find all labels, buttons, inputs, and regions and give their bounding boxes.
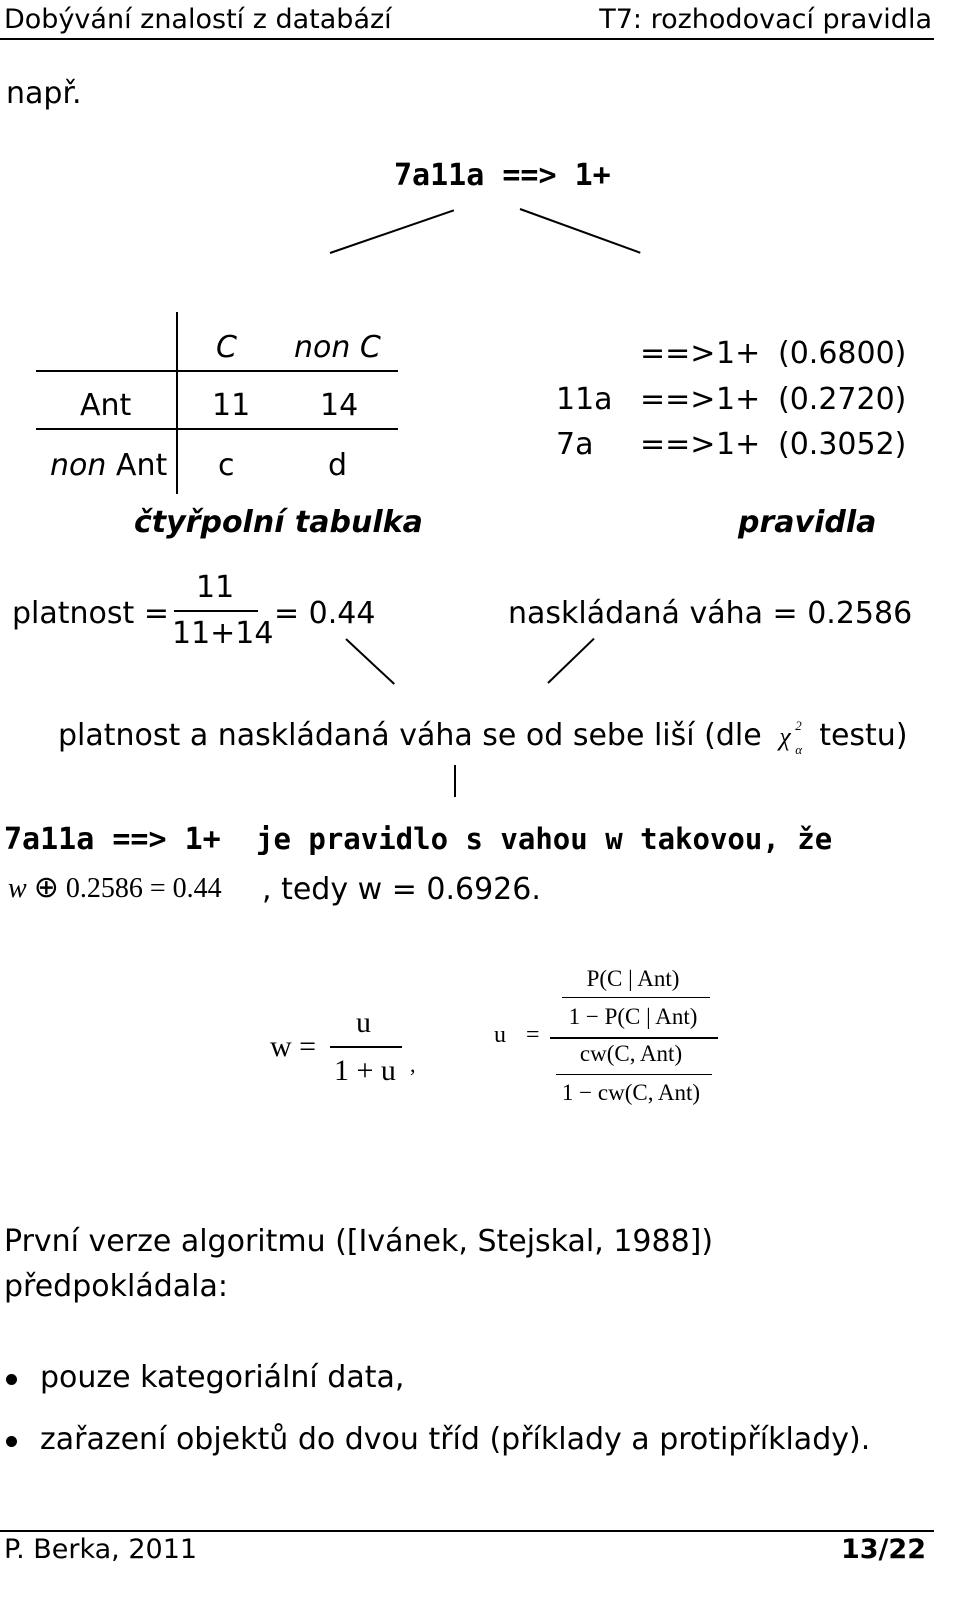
cell-a: 11 [212, 388, 251, 423]
formula-w-lhs: w = [270, 1030, 317, 1063]
difference-after: testu) [819, 718, 908, 753]
rule-3-succ: 1+ [716, 427, 761, 462]
tree-line-right [520, 208, 641, 254]
rule-title: 7a11a ==> 1+ [394, 158, 611, 193]
rule-2-arrow: ==> [640, 382, 716, 417]
footer-page-number: 13/22 [840, 1534, 926, 1565]
eq-w: w [8, 873, 27, 904]
validity-numerator: 11 [196, 570, 235, 605]
bullet-dot-2 [6, 1436, 17, 1447]
conclusion-rule: 7a11a ==> 1+ [4, 822, 221, 857]
bullet-dot-1 [6, 1374, 17, 1385]
diff-connector [454, 765, 456, 797]
formula-w-comma: , [410, 1052, 416, 1077]
chi-sup: 2 [795, 718, 802, 733]
eq-oplus: ⊕ [33, 871, 59, 904]
rule-1-arrow: ==> [640, 336, 716, 371]
col-header-non-c: non C [294, 330, 381, 365]
intro-text: např. [6, 76, 82, 111]
rule-2-weight: (0.2720) [778, 382, 907, 417]
conclusion-equation [8, 870, 222, 905]
formula-u-bot-bar [556, 1074, 712, 1075]
formula-u-eq: = [526, 1022, 540, 1048]
cell-d: d [328, 448, 348, 483]
formula-w-bar [330, 1046, 402, 1048]
header-rule [0, 38, 934, 40]
rule-2-ant: 11a [556, 382, 613, 417]
formula-u-bot-num: cw(C, Ant) [579, 1041, 683, 1066]
rule-2-succ: 1+ [716, 382, 761, 417]
table-caption: čtyřpolní tabulka [134, 505, 423, 540]
bullet-item-2: zařazení objektů do dvou tříd (příklady a protipříklady). [40, 1422, 871, 1457]
rule-1-succ: 1+ [716, 336, 761, 371]
rule-3-weight: (0.3052) [778, 427, 907, 462]
table-divider-vertical [176, 312, 178, 494]
diff-line-right [547, 638, 594, 684]
tree-line-left [330, 209, 455, 254]
difference-text [58, 718, 908, 757]
footer-author: P. Berka, 2011 [4, 1534, 198, 1565]
formula-u-lhs: u [494, 1022, 506, 1048]
cell-b: 14 [320, 388, 359, 423]
formula-u-top-den: 1 − P(C | Ant) [568, 1004, 698, 1029]
validity-denominator: 11+14 [172, 616, 274, 651]
algorithm-line-1: První verze algoritmu ([Ivánek, Stejskal, 1988]) [4, 1224, 714, 1259]
algorithm-line-2: předpokládala: [4, 1269, 228, 1304]
rule-3-ant: 7a [556, 427, 594, 462]
bullet-item-1: pouze kategoriální data, [40, 1360, 405, 1395]
header-topic: T7: rozhodovací pravidla [599, 4, 932, 35]
validity-fraction-bar [174, 610, 258, 612]
difference-before: platnost a naskládaná váha se od sebe liší (dle [58, 718, 762, 753]
footer-rule [0, 1530, 934, 1532]
rule-1-weight: (0.6800) [778, 336, 907, 371]
rules-caption: pravidla [738, 505, 877, 540]
validity-result: = 0.44 [274, 596, 376, 631]
formula-w-den: 1 + u [334, 1054, 396, 1087]
header-course: Dobývání znalostí z databází [4, 4, 392, 35]
col-header-c: C [216, 330, 237, 365]
cell-c: c [218, 448, 235, 483]
eq-rest: 0.2586 = 0.44 [65, 873, 222, 904]
row-label-ant: Ant [80, 388, 132, 423]
table-divider-h2 [36, 428, 398, 430]
conclusion-tail: , tedy w = 0.6926. [262, 872, 541, 907]
formula-u-main-bar [550, 1037, 718, 1039]
formula-u-top-bar [562, 997, 710, 998]
formula-u-top-num: P(C | Ant) [586, 966, 680, 991]
composed-weight: naskládaná váha = 0.2586 [508, 596, 913, 631]
formula-w-num: u [356, 1006, 371, 1039]
formula-u-bot-den: 1 − cw(C, Ant) [561, 1080, 701, 1105]
chi-symbol: χ 2 α [779, 718, 803, 757]
diff-line-left [345, 638, 395, 684]
validity-label: platnost = [12, 596, 169, 631]
rule-3-arrow: ==> [640, 427, 716, 462]
row-label-non-ant: non Ant [50, 448, 168, 483]
table-divider-h1 [36, 370, 398, 372]
chi-sub: α [795, 742, 803, 757]
conclusion-text: je pravidlo s vahou w takovou, že [256, 822, 833, 856]
